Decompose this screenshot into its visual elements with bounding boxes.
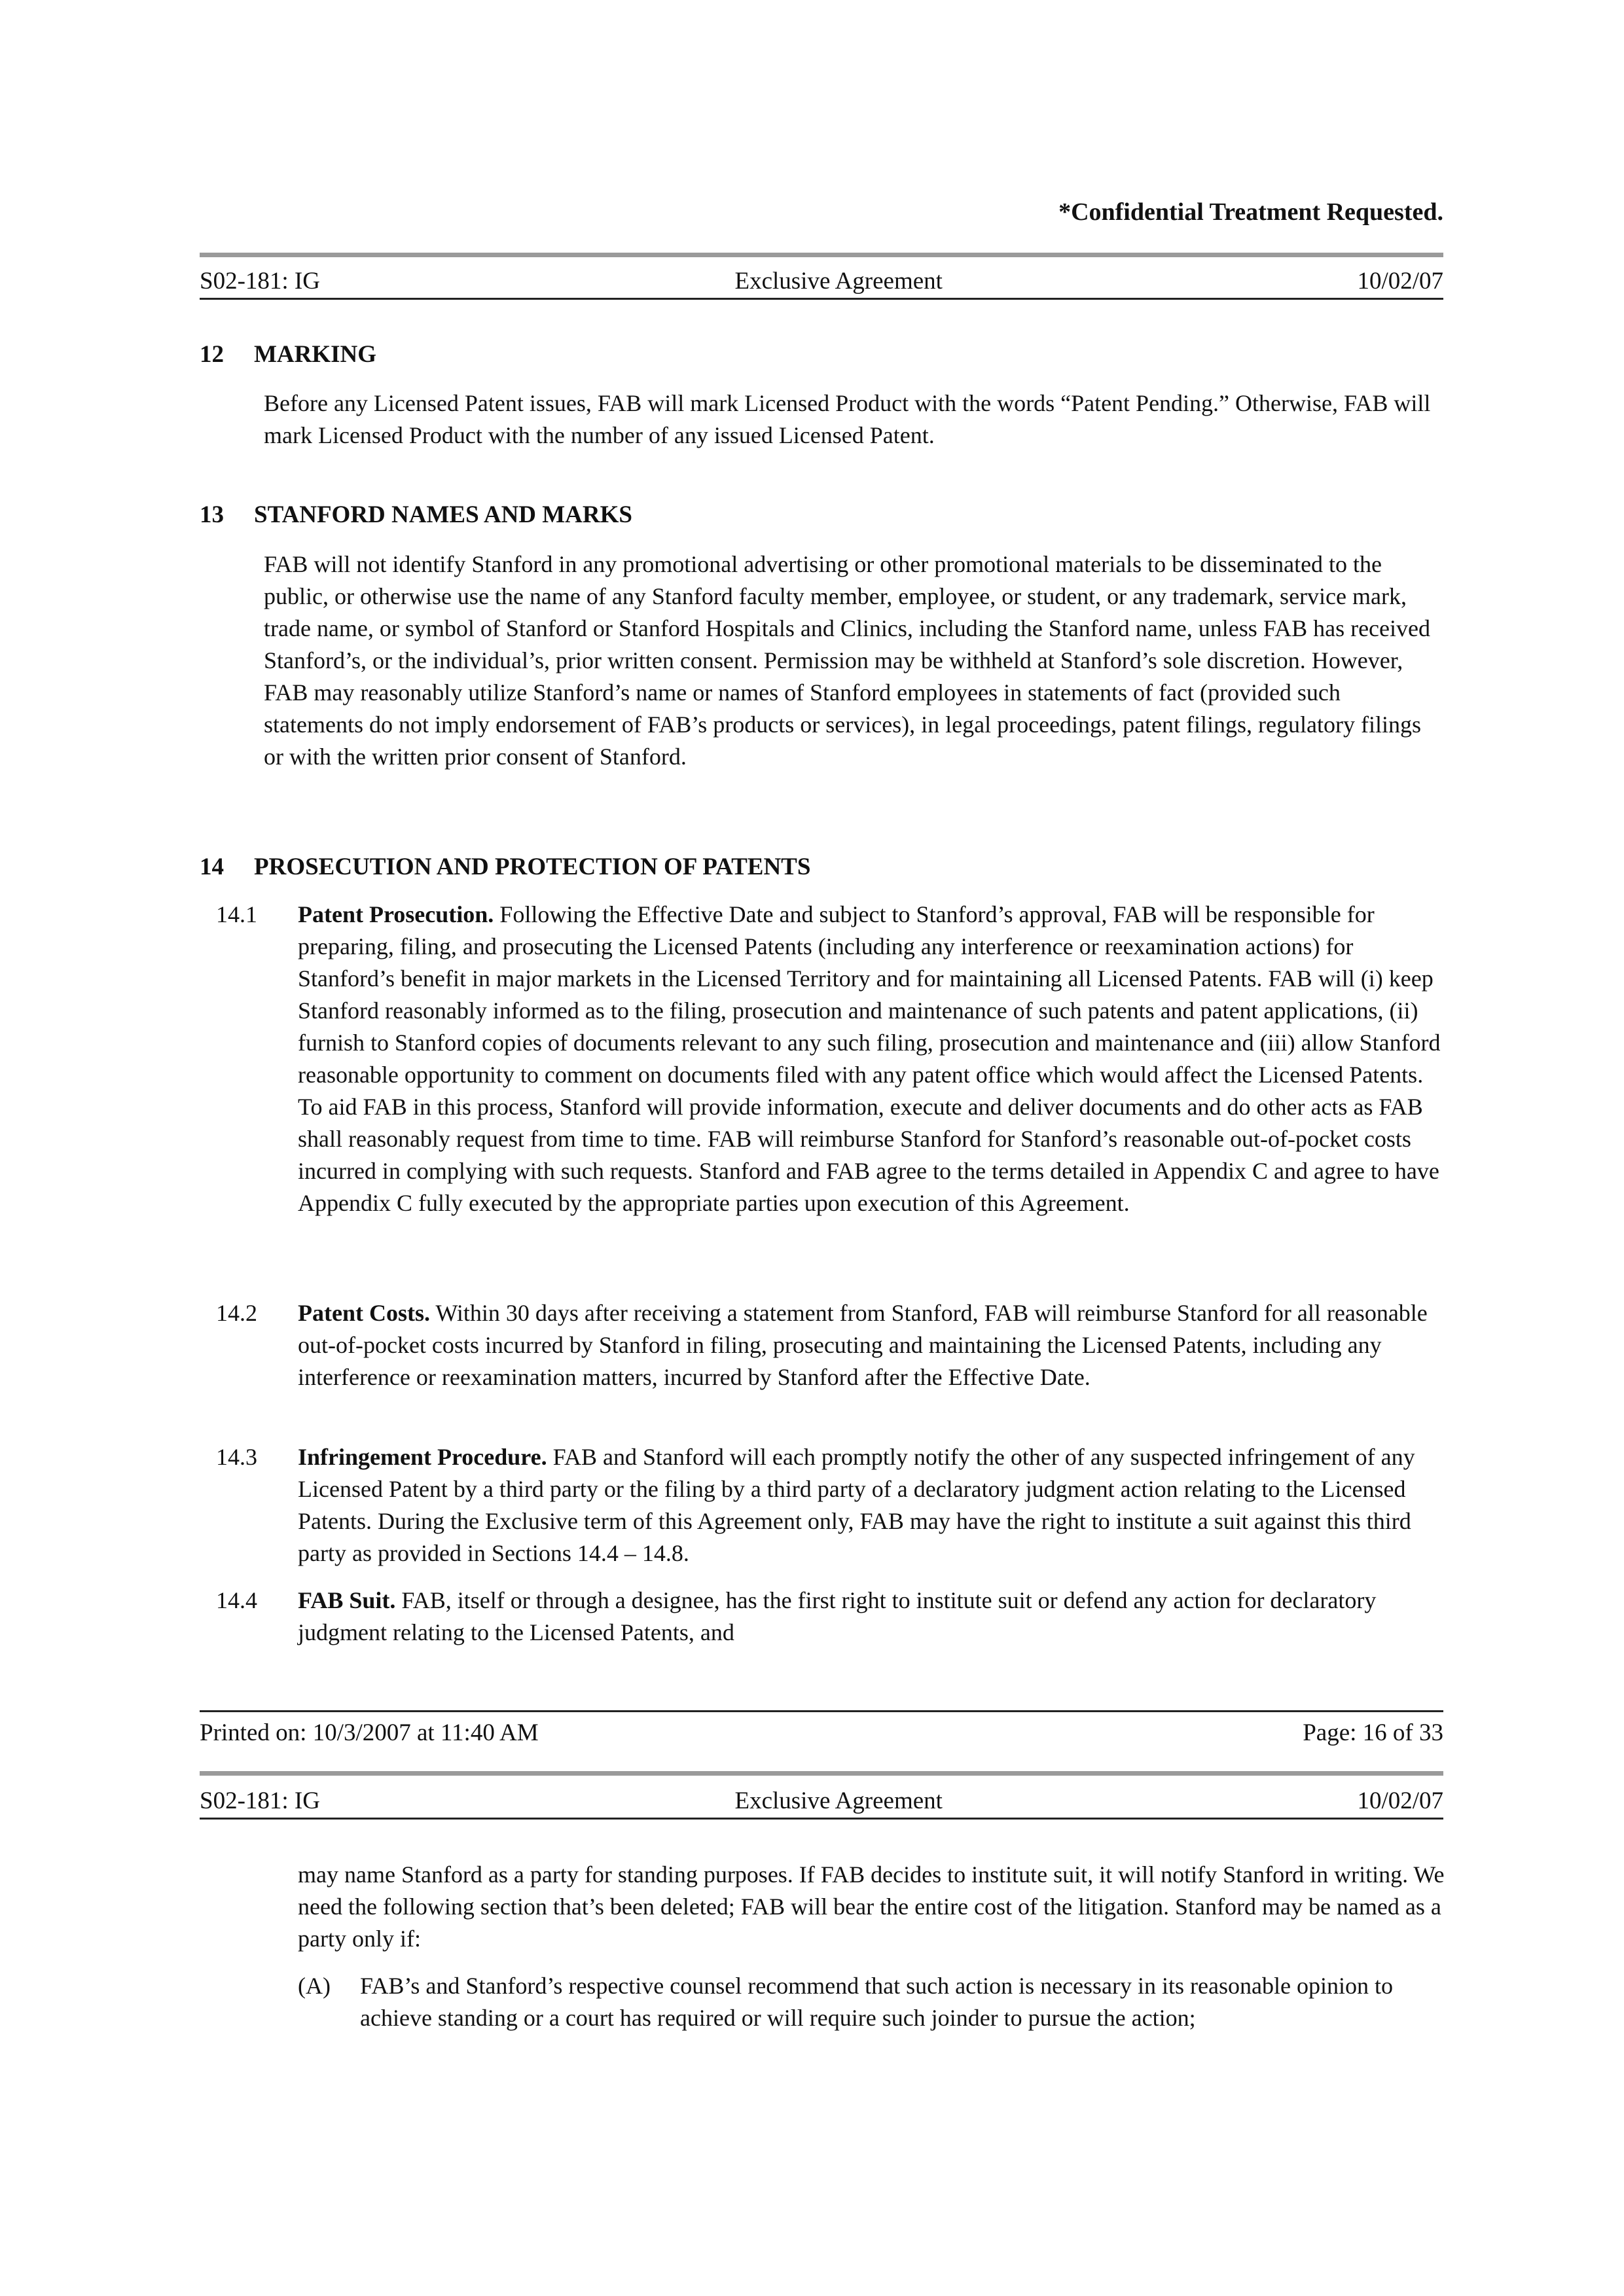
subsection-14-4 [216, 1585, 1447, 1649]
subsection-text: Within 30 days after receiving a statement from Stanford, FAB will reimburse Stanford for all reasonable out-of-pocket costs incurred by Stanford in filing, prosecuting and maintaining the Licensed Patents, including any interference or reexamination matters, incurred by Stanford after the Effective Date. [298, 1300, 1428, 1390]
subsection-title: Infringement Procedure. [298, 1444, 547, 1470]
list-item [298, 1970, 1447, 2034]
subsection-text: Following the Effective Date and subject to Stanford’s approval, FAB will be responsible for preparing, filing, and prosecuting the Licensed Patents (including any interference or reexamination actions) for Stanford’s benefit in major markets in the Licensed Territory and for maintaining all Licensed Patents. FAB will (i) keep Stanford reasonably informed as to the filing, prosecution and maintenance of such patents and patent applications, (ii) furnish to Stanford copies of documents relevant to any such filing, prosecution and maintenance and (iii) allow Stanford reasonable opportunity to comment on documents filed with any patent office which would affect the Licensed Patents. To aid FAB in this process, Stanford will provide information, execute and deliver documents and do other acts as FAB shall reasonably request from time to time. FAB will reimburse Stanford for Stanford’s reasonable out-of-pocket costs incurred in complying with such requests. Stanford and FAB agree to the terms detailed in Appendix C and agree to have Appendix C fully executed by the appropriate parties upon execution of this Agreement. [298, 901, 1441, 1216]
header-rule-bottom [200, 298, 1443, 300]
page-header [200, 1785, 1443, 1817]
subsection-14-3 [216, 1441, 1447, 1570]
section-12-heading [200, 338, 376, 370]
header-date: 10/02/07 [1357, 1787, 1443, 1814]
confidential-notice: *Confidential Treatment Requested. [1058, 198, 1443, 226]
section-number: 13 [200, 501, 224, 528]
page-footer [200, 1717, 1443, 1749]
header-doc-title: Exclusive Agreement [734, 268, 943, 295]
section-12-body: Before any Licensed Patent issues, FAB will mark Licensed Product with the words “Patent Pending.” Otherwise, FAB will mark Licensed Product with the number of any issued Licensed Patent. [264, 390, 1431, 448]
section-number: 12 [200, 341, 224, 368]
header-doc-title: Exclusive Agreement [734, 1787, 943, 1814]
section-title: STANFORD NAMES AND MARKS [254, 501, 632, 528]
subsection-title: Patent Costs. [298, 1300, 430, 1326]
list-text: FAB’s and Stanford’s respective counsel recommend that such action is necessary in its reasonable opinion to achieve standing or a court has required or will require such joinder to pursue the action; [360, 1973, 1393, 2031]
header-rule-top [200, 1771, 1443, 1776]
header-date: 10/02/07 [1357, 268, 1443, 295]
section-title: PROSECUTION AND PROTECTION OF PATENTS [254, 853, 811, 880]
footer-page-number: Page: 16 of 33 [1303, 1719, 1443, 1746]
section-13-body: FAB will not identify Stanford in any promotional advertising or other promotional materials to be disseminated to the public, or otherwise use the name of any Stanford faculty member, employee, or student, or any trademark, service mark, trade name, or symbol of Stanford or Stanford Hospitals and Clinics, including the Stanford name, unless FAB has received Stanford’s, or the individual’s, prior written consent. Permission may be withheld at Stanford’s sole discretion. However, FAB may reasonably utilize Stanford’s name or names of Stanford employees in statements of fact (provided such statements do not imply endorsement of FAB’s products or services), in legal proceedings, patent filings, regulatory filings or with the written prior consent of Stanford. [264, 551, 1430, 770]
section-13-heading [200, 499, 632, 531]
list-label: (A) [298, 1973, 331, 1999]
subsection-14-2 [216, 1297, 1447, 1393]
subsection-number: 14.3 [216, 1444, 257, 1470]
section-number: 14 [200, 853, 224, 880]
header-doc-id: S02-181: IG [200, 1787, 320, 1814]
subsection-title: Patent Prosecution. [298, 901, 494, 927]
subsection-number: 14.1 [216, 901, 257, 927]
footer-printed-on: Printed on: 10/3/2007 at 11:40 AM [200, 1719, 539, 1746]
subsection-number: 14.4 [216, 1587, 257, 1613]
subsection-title: FAB Suit. [298, 1587, 396, 1613]
header-rule-bottom [200, 1818, 1443, 1820]
section-title: MARKING [254, 341, 377, 368]
subsection-14-1 [216, 899, 1447, 1219]
header-rule-top [200, 253, 1443, 257]
subsection-text: FAB and Stanford will each promptly notify the other of any suspected infringement of any Licensed Patent by a third party or the filing by a third party of a declaratory judgment action relating to the Licensed Patents. During the Exclusive term of this Agreement only, FAB may have the right to institute a suit against this third party as provided in Sections 14.4 – 14.8. [298, 1444, 1415, 1566]
header-doc-id: S02-181: IG [200, 268, 320, 295]
page-header [200, 265, 1443, 297]
section-14-heading [200, 851, 810, 883]
subsection-text: FAB, itself or through a designee, has the first right to institute suit or defend any action for declaratory judgment relating to the Licensed Patents, and [298, 1587, 1377, 1645]
footer-rule [200, 1710, 1443, 1712]
subsection-number: 14.2 [216, 1300, 257, 1326]
continuation-paragraph: may name Stanford as a party for standing purposes. If FAB decides to institute suit, it will notify Stanford in writing. We need the following section that’s been deleted; FAB will bear the entire cost of the litigation. Stanford may be named as a party only if: [298, 1861, 1445, 1952]
